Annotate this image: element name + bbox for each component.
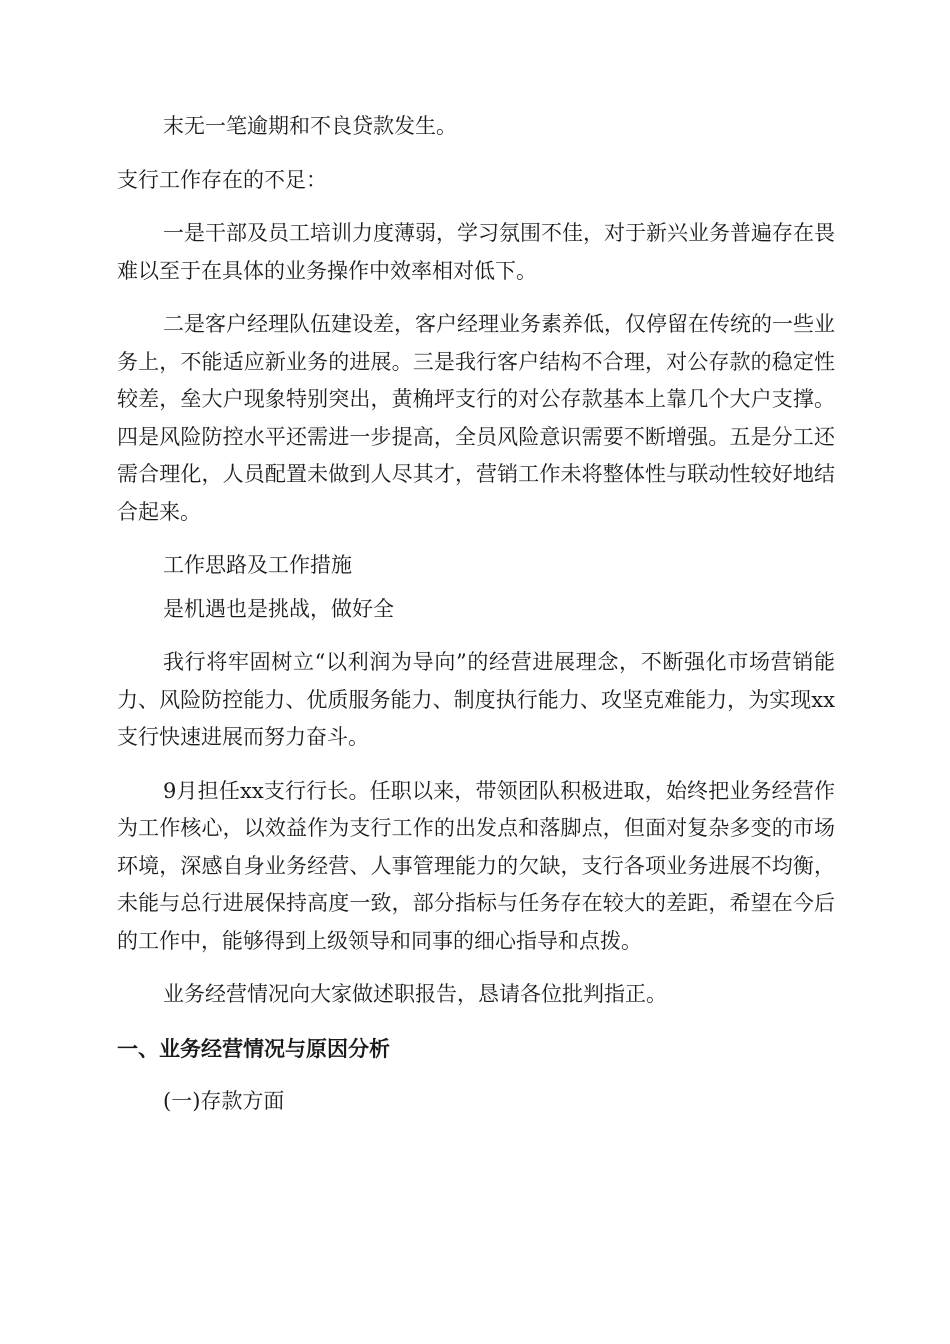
paragraph-3: 一是干部及员工培训力度薄弱，学习氛围不佳，对于新兴业务普遍存在畏难以至于在具体的业务操作中效率相对低下。 bbox=[117, 221, 835, 283]
paragraph-7: 我行将牢固树立“以利润为导向”的经营进展理念，不断强化市场营销能力、风险防控能力、优质服务能力、制度执行能力、攻坚克难能力，为实现xx支行快速进展而努力奋斗。 bbox=[117, 650, 835, 749]
paragraph-6: 是机遇也是挑战，做好全 bbox=[163, 596, 394, 621]
subsection-heading: (一)存款方面 bbox=[163, 1089, 285, 1113]
paragraph-8: 9月担任xx支行行长。任职以来，带领团队积极进取，始终把业务经营作为工作核心，以效益作为支行工作的出发点和落脚点，但面对复杂多变的市场环境，深感自身业务经营、人事管理能力的欠缺，支行各项业务进展不均衡，未能与总行进展保持高度一致，部分指标与任务存在较大的差距，希望在今后的工作中，能够得到上级领导和同事的细心指导和点拨。 bbox=[117, 778, 835, 953]
paragraph-1: 末无一笔逾期和不良贷款发生。 bbox=[163, 114, 457, 138]
paragraph-9: 业务经营情况向大家做述职报告，恳请各位批判指正。 bbox=[163, 982, 667, 1006]
paragraph-4: 二是客户经理队伍建设差，客户经理业务素养低，仅停留在传统的一些业务上，不能适应新业务的进展。三是我行客户结构不合理，对公存款的稳定性较差，垒大户现象特别突出，黄桷坪支行的对公存款基本上靠几个大户支撑。四是风险防控水平还需进一步提高，全员风险意识需要不断增强。五是分工还需合理化，人员配置未做到人尽其才，营销工作未将整体性与联动性较好地结合起来。 bbox=[117, 312, 835, 524]
paragraph-5: 工作思路及工作措施 bbox=[163, 553, 352, 577]
document-page bbox=[117, 108, 835, 1121]
paragraph-2: 支行工作存在的不足： bbox=[117, 167, 327, 192]
section-heading: 一、业务经营情况与原因分析 bbox=[117, 1035, 390, 1061]
